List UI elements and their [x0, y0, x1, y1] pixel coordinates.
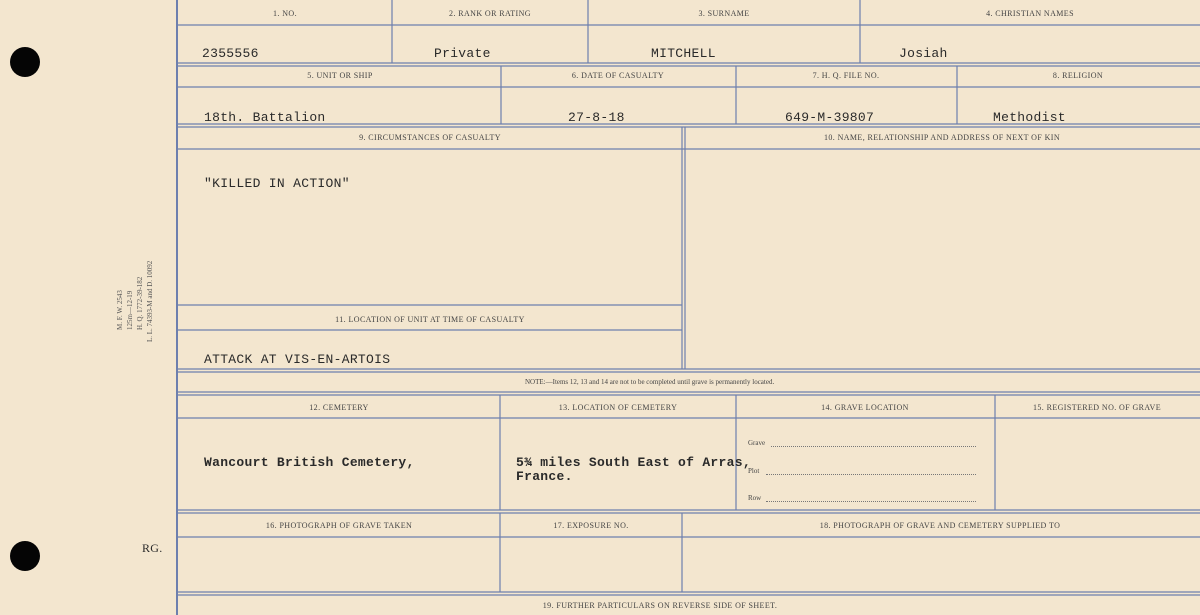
- label-cemetery: 12. CEMETERY: [309, 403, 369, 412]
- value-number: 2355556: [202, 46, 259, 61]
- label-location-of-unit: 11. LOCATION OF UNIT AT TIME OF CASUALTY: [335, 315, 525, 324]
- plot-line: [766, 474, 976, 475]
- value-rank: Private: [434, 46, 491, 61]
- label-number: 1. NO.: [273, 9, 297, 18]
- label-photograph-taken: 16. PHOTOGRAPH OF GRAVE TAKEN: [265, 521, 413, 530]
- label-rank: 2. RANK OR RATING: [449, 9, 531, 18]
- value-date-of-casualty: 27-8-18: [568, 110, 625, 125]
- label-grave-location: 14. GRAVE LOCATION: [821, 403, 909, 412]
- value-christian-names: Josiah: [899, 46, 948, 61]
- margin-print-3: H. Q. 1772-39-182: [136, 276, 144, 330]
- value-cemetery-location-2: France.: [516, 469, 573, 484]
- label-next-of-kin: 10. NAME, RELATIONSHIP AND ADDRESS OF NEXT OF KIN: [823, 133, 1061, 142]
- row-line: [766, 501, 976, 502]
- margin-rule: [176, 0, 178, 615]
- note-text: NOTE:—Items 12, 13 and 14 are not to be completed until grave is permanently located.: [525, 378, 775, 386]
- label-religion: 8. RELIGION: [1052, 71, 1104, 80]
- punch-hole-top: [10, 47, 40, 77]
- value-religion: Methodist: [993, 110, 1066, 125]
- label-registered-no: 15. REGISTERED NO. OF GRAVE: [1033, 403, 1161, 412]
- label-location-of-cemetery: 13. LOCATION OF CEMETERY: [558, 403, 678, 412]
- label-surname: 3. SURNAME: [698, 9, 750, 18]
- label-exposure-no: 17. EXPOSURE NO.: [553, 521, 629, 530]
- label-christian-names: 4. CHRISTIAN NAMES: [986, 9, 1074, 18]
- grave-line-label: Grave: [748, 439, 766, 447]
- initials: RG.: [142, 541, 163, 555]
- value-hq-file-no: 649-M-39807: [785, 110, 875, 125]
- punch-hole-bottom: [10, 541, 40, 571]
- label-date-of-casualty: 6. DATE OF CASUALTY: [571, 71, 665, 80]
- margin-print-2: 125m—12-19: [126, 290, 134, 330]
- label-photograph-supplied: 18. PHOTOGRAPH OF GRAVE AND CEMETERY SUPPLIED TO: [819, 521, 1061, 530]
- footer-further-particulars: 19. FURTHER PARTICULARS ON REVERSE SIDE OF SHEET.: [542, 601, 778, 610]
- label-circumstances: 9. CIRCUMSTANCES OF CASUALTY: [359, 133, 501, 142]
- value-cemetery-location-1: 5¾ miles South East of Arras,: [516, 455, 751, 470]
- margin-print-1: M. F. W. 2543: [116, 290, 124, 330]
- row-line-label: Row: [748, 494, 762, 502]
- margin-print-4: L. L. 74393-M and D. 10092: [146, 260, 154, 342]
- label-hq-file-no: 7. H. Q. FILE NO.: [812, 71, 880, 80]
- value-cemetery: Wancourt British Cemetery,: [204, 455, 415, 470]
- value-unit: 18th. Battalion: [204, 110, 326, 125]
- value-surname: MITCHELL: [651, 46, 716, 61]
- value-circumstances: "KILLED IN ACTION": [204, 176, 350, 191]
- plot-line-label: Plot: [748, 467, 760, 475]
- grave-line: [771, 446, 976, 447]
- label-unit: 5. UNIT OR SHIP: [307, 71, 373, 80]
- value-location-of-unit: ATTACK AT VIS-EN-ARTOIS: [204, 352, 391, 367]
